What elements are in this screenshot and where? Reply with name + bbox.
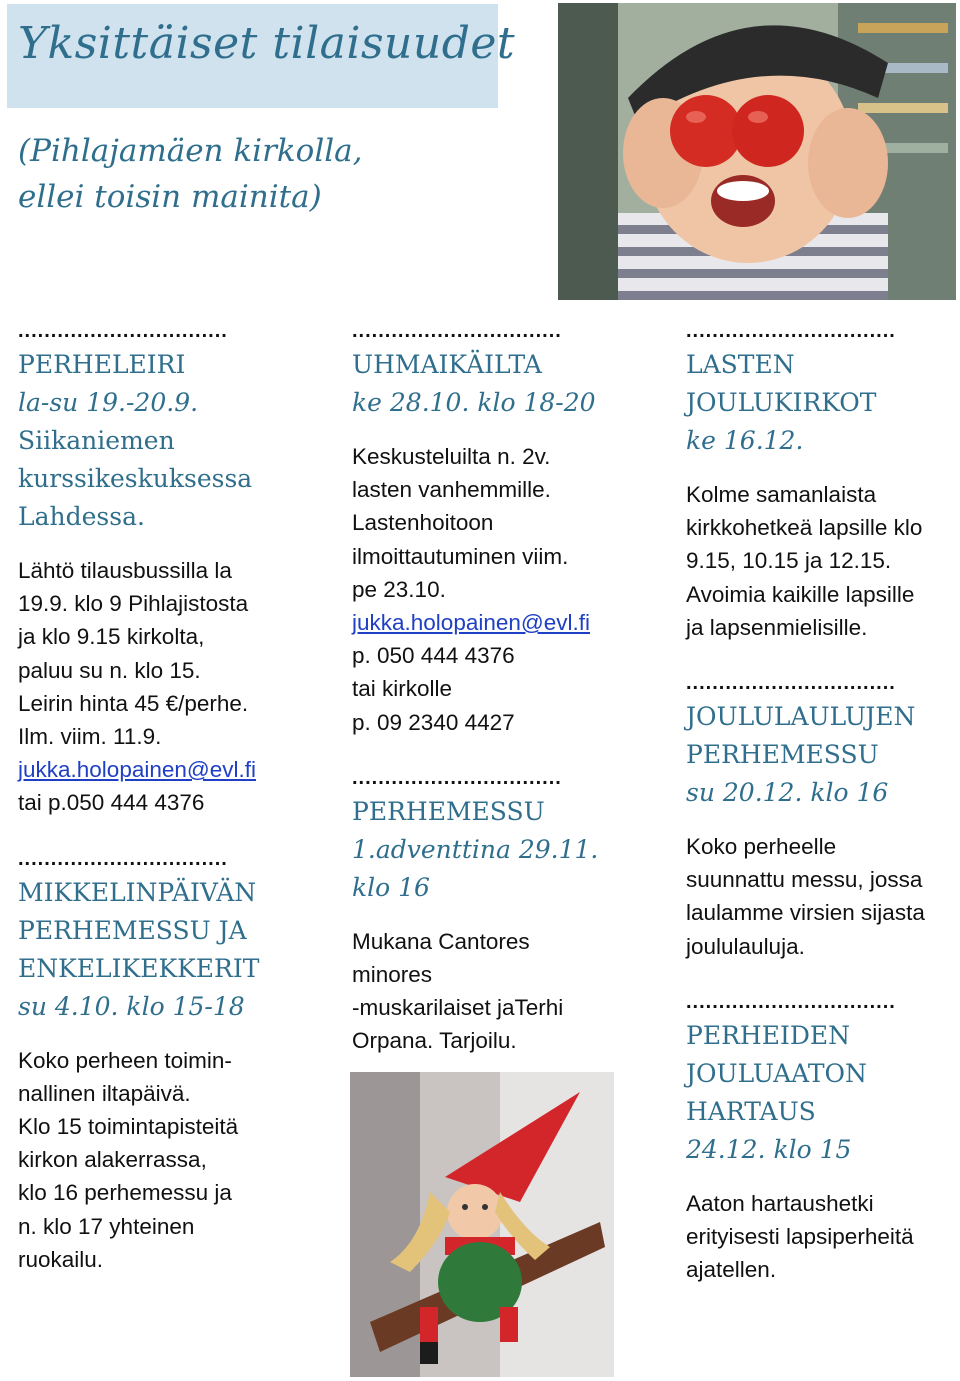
description-line: p. 09 2340 4427 bbox=[352, 709, 515, 735]
event-heading: JOULUKIRKOT bbox=[686, 388, 877, 417]
description-line: ilmoittautuminen viim. bbox=[352, 543, 569, 569]
description-line: Orpana. Tarjoilu. bbox=[352, 1028, 517, 1054]
event-heading: JOULULAULUJEN bbox=[686, 702, 916, 732]
event-description bbox=[18, 1044, 338, 1276]
event-date: ke 28.10. klo 18-20 bbox=[352, 388, 596, 417]
description-line: 9.15, 10.15 ja 12.15. bbox=[686, 548, 892, 574]
event-description bbox=[686, 478, 958, 644]
description-line: p. 050 444 4376 bbox=[352, 643, 515, 669]
event-date: su 20.12. klo 16 bbox=[686, 778, 889, 808]
description-line: pe 23.10. bbox=[352, 576, 446, 602]
description-line: Klo 15 toimintapisteitä bbox=[18, 1114, 239, 1140]
description-line: Mukana Cantores bbox=[352, 928, 530, 954]
description-line: ja klo 9.15 kirkolta, bbox=[18, 624, 205, 650]
event-heading: kurssikeskuksessa bbox=[18, 464, 253, 493]
separator-dots: ................................ bbox=[352, 766, 562, 789]
page-subtitle bbox=[18, 128, 488, 220]
column-right bbox=[686, 320, 958, 1286]
event-description bbox=[686, 830, 958, 963]
description-line: 19.9. klo 9 Pihlajistosta bbox=[18, 591, 249, 617]
column-middle bbox=[352, 320, 662, 1058]
event-heading: PERHELEIRI bbox=[18, 350, 186, 379]
email-link[interactable]: jukka.holopainen@evl.fi bbox=[352, 610, 590, 636]
event-heading: PERHEIDEN bbox=[686, 1020, 850, 1050]
email-link[interactable]: jukka.holopainen@evl.fi bbox=[18, 757, 256, 783]
separator-dots: ................................ bbox=[352, 320, 562, 342]
event-date: 1.adventtina 29.11. bbox=[352, 834, 599, 864]
description-line: Aaton hartaushetki bbox=[686, 1190, 874, 1216]
separator-dots: ................................ bbox=[686, 320, 896, 342]
event-jouluaatto bbox=[686, 1017, 958, 1287]
description-line: ajatellen. bbox=[686, 1257, 777, 1283]
separator-dots: ................................ bbox=[686, 990, 896, 1013]
event-heading: PERHEMESSU JA bbox=[18, 915, 247, 945]
event-heading: PERHEMESSU bbox=[686, 740, 879, 770]
separator-dots: ................................ bbox=[686, 672, 896, 695]
description-line: ja lapsenmielisille. bbox=[686, 614, 868, 640]
description-line: erityisesti lapsiperheitä bbox=[686, 1224, 914, 1250]
description-line: suunnattu messu, jossa bbox=[686, 867, 923, 893]
event-joululaulut bbox=[686, 698, 958, 963]
description-line: kirkon alakerrassa, bbox=[18, 1147, 207, 1173]
event-mikkelinpaiva bbox=[18, 874, 338, 1276]
separator-dots: ................................ bbox=[18, 847, 228, 870]
event-heading: UHMAIKÄILTA bbox=[352, 350, 542, 379]
event-date: klo 16 bbox=[352, 872, 430, 902]
separator-dots: ................................ bbox=[18, 320, 228, 342]
description-line: minores bbox=[352, 962, 433, 988]
description-line: lasten vanhemmille. bbox=[352, 477, 551, 503]
subtitle-line: ellei toisin mainita) bbox=[18, 179, 322, 215]
event-heading: Siikaniemen bbox=[18, 426, 175, 455]
event-uhmaikailta bbox=[352, 346, 662, 739]
event-heading: la-su 19.-20.9. bbox=[18, 388, 199, 417]
description-line: Koko perheelle bbox=[686, 834, 837, 860]
christmas-elf-photo bbox=[350, 1072, 614, 1377]
description-line: Lastenhoitoon bbox=[352, 510, 494, 536]
event-description bbox=[352, 925, 662, 1058]
description-line: ruokailu. bbox=[18, 1246, 104, 1272]
description-line: kirkkohetkeä lapsille klo bbox=[686, 515, 923, 541]
boy-with-tomatoes-photo bbox=[558, 3, 956, 300]
column-left bbox=[18, 320, 338, 1276]
description-line: Koko perheen toimin- bbox=[18, 1047, 232, 1073]
event-joulukirkot bbox=[686, 346, 958, 644]
description-line: Kolme samanlaista bbox=[686, 482, 877, 507]
event-heading: JOULUAATON bbox=[686, 1058, 867, 1088]
event-date: su 4.10. klo 15-18 bbox=[18, 991, 245, 1021]
description-line: -muskarilaiset jaTerhi bbox=[352, 995, 564, 1021]
page-title: Yksittäiset tilaisuudet bbox=[18, 18, 516, 69]
description-line: Leirin hinta 45 €/perhe. bbox=[18, 690, 249, 716]
event-date: ke 16.12. bbox=[686, 426, 804, 455]
event-perhemessu bbox=[352, 793, 662, 1058]
description-line: Avoimia kaikille lapsille bbox=[686, 581, 915, 607]
event-description bbox=[686, 1187, 958, 1287]
description-line: paluu su n. klo 15. bbox=[18, 657, 201, 683]
event-heading: LASTEN bbox=[686, 350, 795, 379]
description-line: klo 16 perhemessu ja bbox=[18, 1180, 232, 1206]
event-description bbox=[352, 440, 662, 739]
event-date: 24.12. klo 15 bbox=[686, 1134, 852, 1164]
description-line: Lähtö tilausbussilla la bbox=[18, 558, 232, 583]
event-heading: PERHEMESSU bbox=[352, 796, 545, 826]
subtitle-line: (Pihlajamäen kirkolla, bbox=[18, 133, 363, 169]
description-line: nallinen iltapäivä. bbox=[18, 1080, 191, 1106]
description-line: Ilm. viim. 11.9. bbox=[18, 724, 162, 750]
event-heading: MIKKELINPÄIVÄN bbox=[18, 877, 257, 907]
event-heading: Lahdessa. bbox=[18, 502, 145, 531]
description-line: Keskusteluilta n. 2v. bbox=[352, 444, 551, 469]
event-heading: HARTAUS bbox=[686, 1096, 816, 1126]
description-line: tai kirkolle bbox=[352, 676, 453, 702]
description-line: n. klo 17 yhteinen bbox=[18, 1213, 195, 1239]
event-description bbox=[18, 554, 338, 820]
event-perheleiri bbox=[18, 346, 338, 820]
event-heading: ENKELIKEKKERIT bbox=[18, 953, 260, 983]
description-line: joululauluja. bbox=[686, 933, 805, 959]
description-line: laulamme virsien sijasta bbox=[686, 900, 925, 926]
phone-text: tai p.050 444 4376 bbox=[18, 790, 205, 816]
